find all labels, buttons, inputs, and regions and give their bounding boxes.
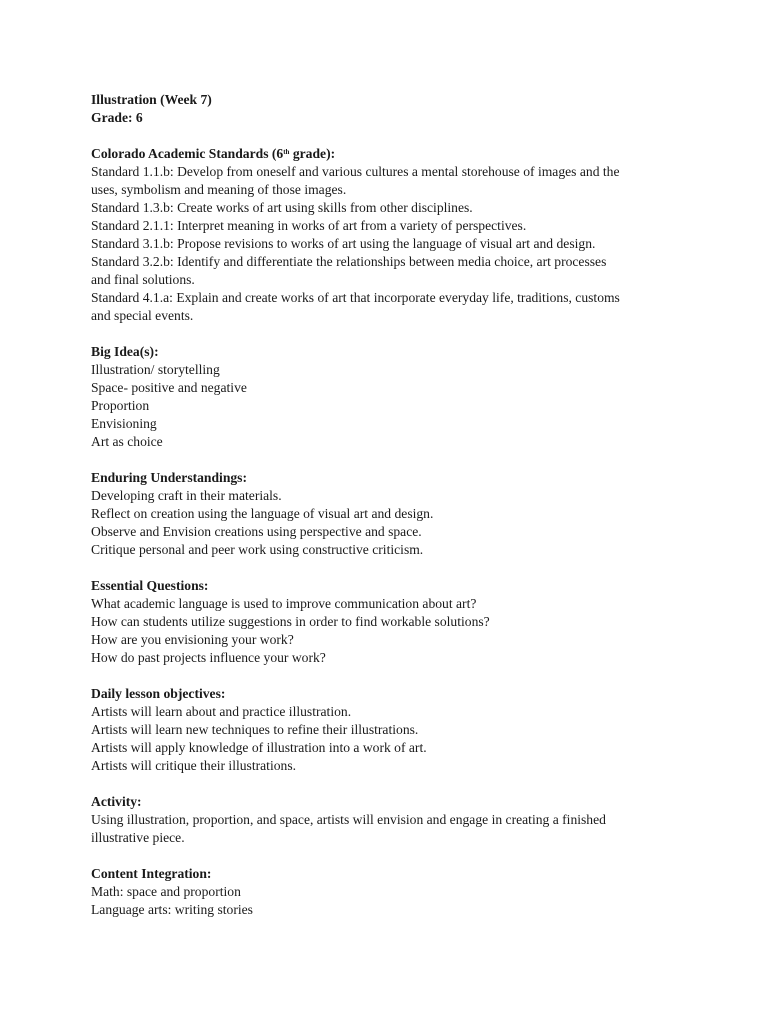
big-idea-item: Illustration/ storytelling: [91, 362, 220, 377]
enduring-item: Reflect on creation using the language of visual art and design.: [91, 506, 434, 521]
standard-line: Standard 4.1.a: Explain and create works of art that incorporate everyday life, traditions, customs: [91, 290, 620, 305]
activity-line: illustrative piece.: [91, 830, 185, 845]
essential-question: How are you envisioning your work?: [91, 632, 294, 647]
spacer: [91, 775, 691, 793]
standards-heading-pre: Colorado Academic Standards (6: [91, 146, 284, 161]
standard-line: Standard 2.1.1: Interpret meaning in works of art from a variety of perspectives.: [91, 218, 527, 233]
big-idea-item: Art as choice: [91, 434, 163, 449]
big-idea-item: Proportion: [91, 398, 150, 413]
standard-line: and final solutions.: [91, 272, 195, 287]
document-title: Illustration (Week 7): [91, 92, 212, 107]
essential-question: What academic language is used to improve communication about art?: [91, 596, 477, 611]
spacer: [91, 127, 691, 145]
enduring-item: Observe and Envision creations using perspective and space.: [91, 524, 422, 539]
spacer: [91, 559, 691, 577]
standard-line: and special events.: [91, 308, 194, 323]
spacer: [91, 325, 691, 343]
standard-line: uses, symbolism and meaning of those images.: [91, 182, 347, 197]
big-idea-item: Space- positive and negative: [91, 380, 247, 395]
essential-question: How do past projects influence your work?: [91, 650, 326, 665]
integration-heading: Content Integration:: [91, 866, 212, 881]
activity-line: Using illustration, proportion, and space, artists will envision and engage in creating a finished: [91, 812, 606, 827]
standards-heading: [91, 145, 691, 163]
spacer: [91, 847, 691, 865]
objective-item: Artists will apply knowledge of illustration into a work of art.: [91, 740, 427, 755]
objective-item: Artists will critique their illustrations.: [91, 758, 297, 773]
standard-line: Standard 1.1.b: Develop from oneself and various cultures a mental storehouse of images and the: [91, 164, 620, 179]
objectives-heading: Daily lesson objectives:: [91, 686, 226, 701]
enduring-item: Critique personal and peer work using constructive criticism.: [91, 542, 424, 557]
essential-heading: Essential Questions:: [91, 578, 209, 593]
enduring-heading: Enduring Understandings:: [91, 470, 248, 485]
standard-line: Standard 3.1.b: Propose revisions to works of art using the language of visual art and design.: [91, 236, 596, 251]
enduring-item: Developing craft in their materials.: [91, 488, 282, 503]
spacer: [91, 451, 691, 469]
integration-item: Math: space and proportion: [91, 884, 241, 899]
standards-heading-sup: th: [283, 148, 290, 156]
big-ideas-heading: Big Idea(s):: [91, 344, 159, 359]
integration-item: Language arts: writing stories: [91, 902, 253, 917]
objective-item: Artists will learn new techniques to refine their illustrations.: [91, 722, 419, 737]
standard-line: Standard 3.2.b: Identify and differentiate the relationships between media choice, art processes: [91, 254, 607, 269]
activity-heading: Activity:: [91, 794, 142, 809]
standards-heading-post: grade):: [289, 146, 336, 161]
essential-question: How can students utilize suggestions in order to find workable solutions?: [91, 614, 490, 629]
document-page: [91, 91, 691, 919]
big-idea-item: Envisioning: [91, 416, 157, 431]
grade-label: Grade: 6: [91, 110, 143, 125]
objective-item: Artists will learn about and practice illustration.: [91, 704, 352, 719]
spacer: [91, 667, 691, 685]
standard-line: Standard 1.3.b: Create works of art using skills from other disciplines.: [91, 200, 473, 215]
